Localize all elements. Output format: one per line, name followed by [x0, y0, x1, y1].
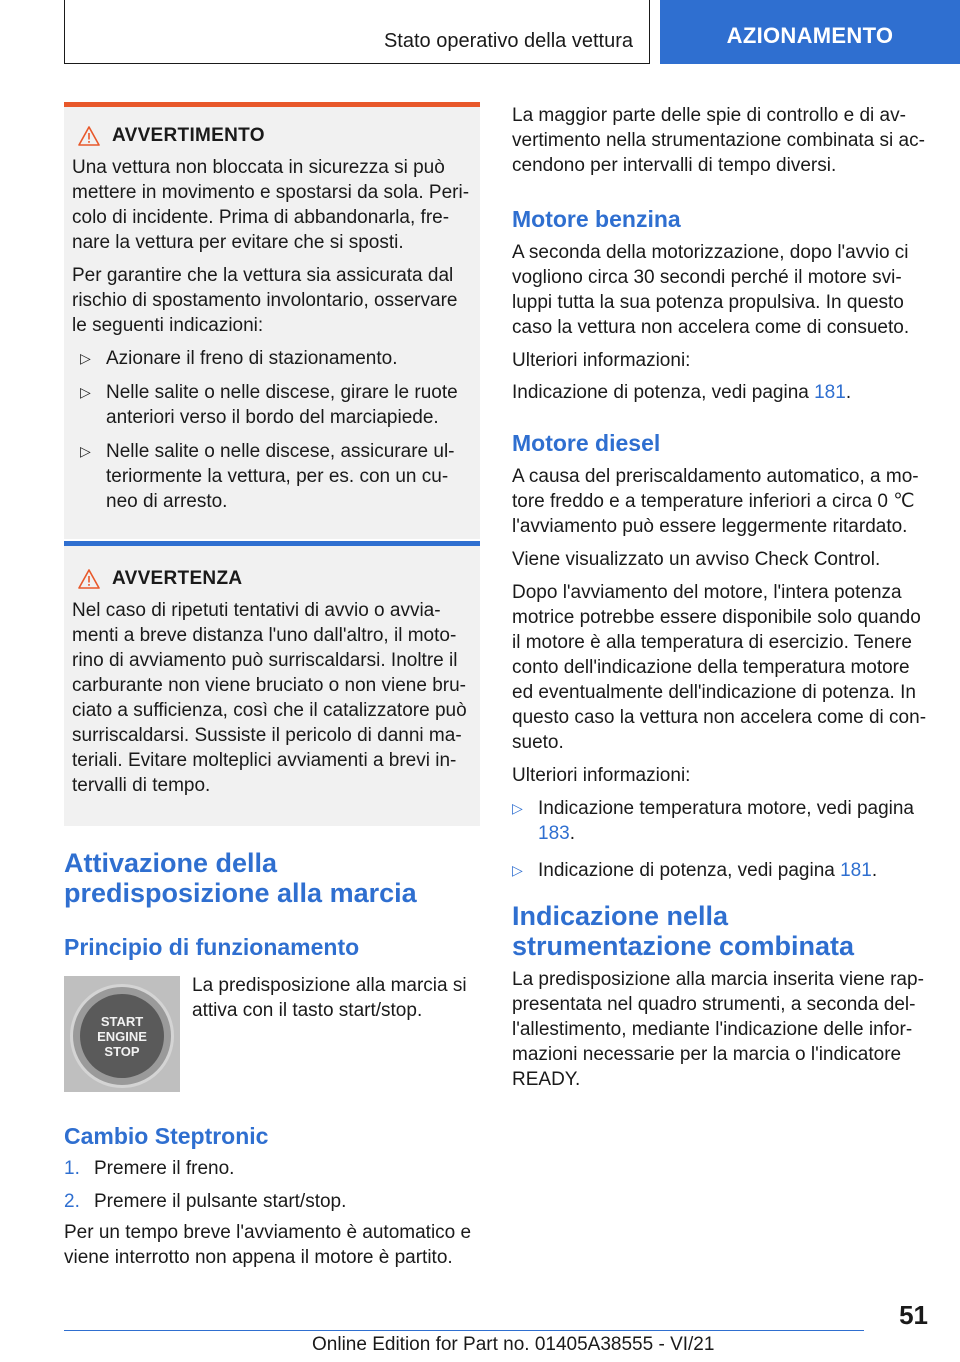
section-heading	[512, 901, 932, 961]
triangle-bullet-icon: ▷	[512, 800, 523, 816]
diesel-paragraph: Dopo l'avviamento del motore, l'intera potenza motrice potrebbe essere disponibile solo quando il motore è alla temperatura di esercizio. Tenere conto dell'indicazione della temperatura motore ed eventualmente dell'indicazione di potenza. In questo caso la vettura non accelera come di consueto.	[512, 582, 927, 753]
page-link[interactable]: 183	[538, 823, 570, 844]
triangle-bullet-icon: ▷	[80, 384, 91, 400]
diesel-paragraph: A causa del preriscaldamento automatico, a motore freddo e a temperature inferiori a circa 0 ℃ l'avviamento può essere leggermente ritardato.	[512, 466, 919, 537]
subheading	[64, 1122, 480, 1150]
warning-title: AVVERTENZA	[112, 568, 243, 589]
reference-text: Indicazione temperatura motore, vedi pagina	[538, 798, 915, 819]
warning-bullet-list	[72, 346, 472, 514]
reference-suffix: .	[845, 382, 852, 403]
heading-benzina: Motore benzina	[512, 206, 681, 232]
section-title: Stato operativo della vettura	[383, 30, 633, 52]
reference-suffix: .	[871, 860, 878, 881]
heading-principio: Principio di funzionamento	[64, 934, 360, 960]
triangle-bullet-icon: ▷	[80, 443, 91, 459]
list-item-text: Azionare il freno di stazionamento.	[106, 348, 398, 369]
list-item-text: Nelle salite o nelle discese, assicurare ulteriormente la vettura, per es. con un cuneo di arresto.	[106, 441, 455, 512]
warning-title: AVVERTIMENTO	[112, 125, 265, 146]
step-text: Premere il pulsante start/stop.	[94, 1191, 347, 1212]
footer-rule	[64, 1330, 864, 1331]
list-item-text: Nelle salite o nelle discese, girare le ruote anteriori verso il bordo del marciapiede.	[106, 382, 458, 428]
warning-paragraph: Una vettura non bloccata in sicurezza si può mettere in movimento e spostarsi da sola. Pericolo di incidente. Prima di abbandonarla, frenare la vettura per evitare che si sposti.	[72, 157, 470, 253]
further-info: Ulteriori informazioni:	[512, 765, 691, 786]
steptronic-closing: Per un tempo breve l'avviamento è automatico e viene interrotto non appena il motore è partito.	[64, 1222, 472, 1268]
triangle-bullet-icon: ▷	[80, 350, 91, 366]
heading-steptronic: Cambio Steptronic	[64, 1123, 269, 1149]
section-heading	[64, 848, 480, 908]
step-text: Premere il freno.	[94, 1158, 235, 1179]
heading-strumentazione: Indicazione nella strumentazione combinata	[512, 901, 855, 961]
triangle-bullet-icon: ▷	[512, 862, 523, 878]
button-label-engine: ENGINE	[97, 1028, 147, 1044]
subheading	[64, 933, 480, 961]
button-face	[80, 994, 164, 1078]
list-item	[72, 439, 472, 514]
warning-triangle-icon	[78, 569, 100, 589]
heading-attivazione: Attivazione della predisposizione alla marcia	[64, 848, 417, 908]
diesel-paragraph: Viene visualizzato un avviso Check Control.	[512, 549, 881, 570]
page-number: 51	[899, 1300, 928, 1330]
button-label-start: START	[100, 1013, 144, 1029]
steps-list	[64, 1156, 480, 1222]
header-frame	[64, 0, 650, 64]
warning-paragraph: Per garantire che la vettura sia assicurata dal rischio di spostamento involontario, osservare le seguenti indicazioni:	[72, 265, 458, 336]
reference-text: Indicazione di potenza, vedi pagina	[538, 860, 841, 881]
step-number: 2.	[64, 1191, 80, 1212]
page-link[interactable]: 181	[814, 382, 846, 403]
step-number: 1.	[64, 1158, 80, 1179]
list-item	[64, 1156, 480, 1181]
warning-triangle-icon	[78, 126, 100, 146]
start-stop-button-image	[64, 976, 180, 1092]
power-reference	[512, 380, 928, 405]
reference-suffix: .	[569, 823, 575, 844]
warning-title-row	[78, 568, 472, 590]
list-item	[72, 380, 472, 430]
reference-list	[504, 796, 928, 892]
list-item	[64, 1189, 480, 1214]
benzina-paragraph: A seconda della motorizzazione, dopo l'avvio ci vogliono circa 30 secondi perché il motore sviluppi tutta la sua potenza propulsiva. In questo caso la vettura non accelera come di consueto.	[512, 242, 910, 338]
heading-diesel: Motore diesel	[512, 430, 661, 456]
subheading	[512, 429, 928, 457]
list-item	[72, 346, 472, 371]
warning-box-avvertimento	[64, 102, 480, 539]
list-item	[504, 858, 928, 883]
subheading	[512, 205, 928, 233]
principle-text: La predisposizione alla marcia si attiva con il tasto start/stop.	[192, 975, 467, 1021]
reference-text: Indicazione di potenza, vedi pagina	[512, 382, 815, 403]
chapter-tab: AZIONAMENTO	[660, 0, 960, 64]
warning-title-row	[78, 125, 472, 147]
warning-box-avvertenza	[64, 541, 480, 826]
intro-paragraph: La maggior parte delle spie di controllo e di avvertimento nella strumentazione combinata si accendono per intervalli di tempo diversi.	[512, 105, 925, 176]
warning-paragraph: Nel caso di ripetuti tentativi di avvio o avviamenti a breve distanza l'uno dall'altro, il motorino di avviamento può surriscaldarsi. Inoltre il carburante non viene bruciato o non viene bruciato a sufficienza, così che il catalizzatore può surriscaldarsi. Sussiste il pericolo di danni materiali. Evitare molteplici avviamenti a brevi intervalli di tempo.	[72, 600, 467, 796]
page-link[interactable]: 181	[840, 860, 872, 881]
button-label-stop: STOP	[104, 1043, 140, 1059]
footer-edition: Online Edition for Part no. 01405A38555 - VI/21	[312, 1334, 715, 1355]
list-item	[504, 796, 928, 846]
cluster-paragraph: La predisposizione alla marcia inserita viene rappresentata nel quadro strumenti, a seconda dell'allestimento, mediante l'indicazione delle informazioni necessarie per la marcia o l'indicatore READY.	[512, 969, 924, 1090]
further-info: Ulteriori informazioni:	[512, 350, 691, 371]
